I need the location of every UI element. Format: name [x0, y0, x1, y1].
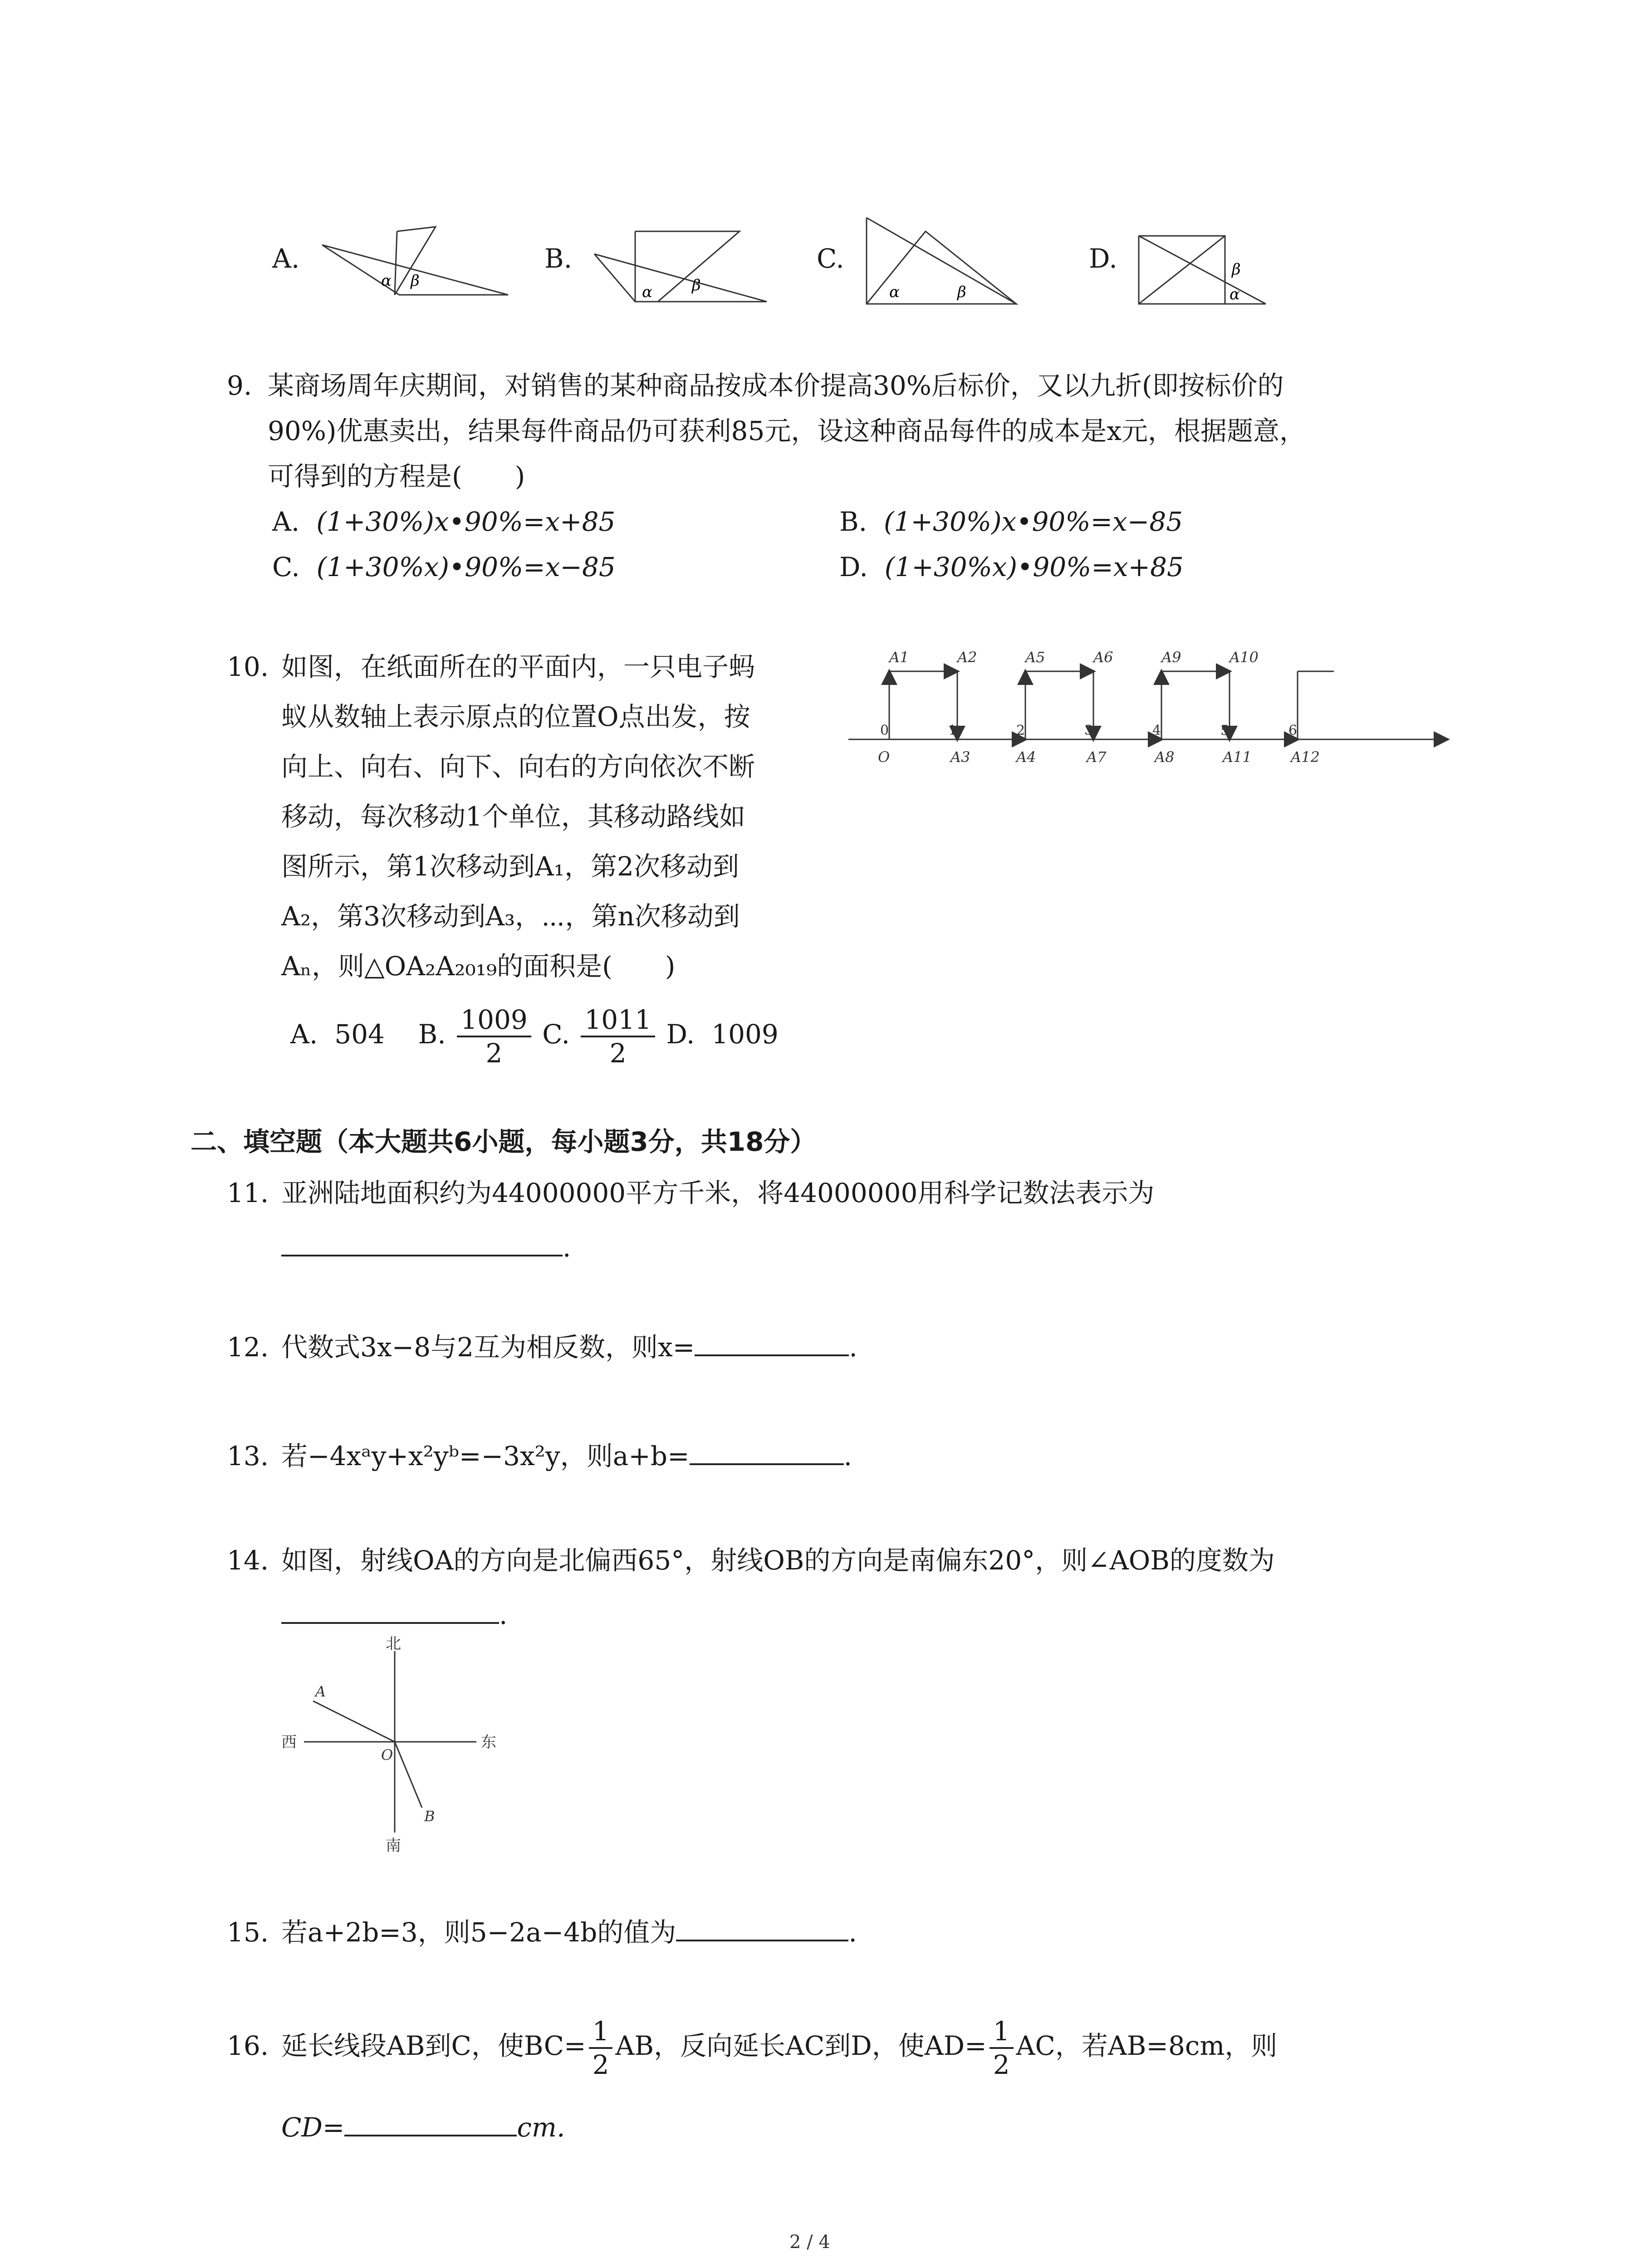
q11-text: 亚洲陆地面积约为44000000平方千米，将44000000用科学记数法表示为 — [281, 1178, 1155, 1208]
q16-number: 16. — [227, 2030, 269, 2061]
q10-options: A. 504 B. $\frac{1009}{2}$ C. $\frac{1011}{2}$ D. 1009 — [290, 1004, 779, 1069]
q15-answer-blank — [676, 1912, 848, 1941]
q10-tick-0: 0 — [880, 723, 889, 738]
q14-text: 如图，射线OA的方向是北偏西65°，射线OB的方向是南偏东20°，则∠AOB的度数为 — [281, 1545, 1275, 1576]
q14-south-label: 南 — [386, 1837, 401, 1855]
q10-tick-2: 2 — [1016, 723, 1025, 738]
q14-east-label: 东 — [481, 1733, 496, 1751]
q16-line-1: 延长线段AB到C，使BC= $\frac{1}{2}$ AB，反向延长AC到D，使AD= $\frac{1}{2}$ AC，若AB=8cm，则 — [281, 2015, 1278, 2080]
q11-answer-blank — [281, 1227, 563, 1256]
q13-number: 13. — [227, 1441, 269, 1471]
q10-line-4: 移动，每次移动1个单位，其移动路线如 — [281, 801, 745, 832]
q8-a-alpha: α — [381, 272, 392, 290]
q10-tick-5: 5 — [1220, 723, 1230, 738]
q13-line: 若−4xᵃy+x²yᵇ=−3x²y，则a+b= . — [281, 1433, 852, 1479]
q10-label-a1: A1 — [889, 649, 909, 666]
q8-option-c-label: C. — [817, 243, 844, 274]
q16-line-2: CD= cm. — [281, 2105, 565, 2150]
q8-b-alpha: α — [642, 283, 652, 301]
q14-answer: . — [281, 1592, 507, 1637]
q10-number-line-figure — [844, 640, 1461, 776]
q10-label-a6: A6 — [1093, 649, 1113, 666]
q9-number: 9. — [227, 370, 252, 401]
q14-ray-ob — [395, 1742, 422, 1808]
q10-label-origin: O — [878, 748, 890, 766]
q8-c-alpha: α — [889, 283, 900, 301]
q8-a-beta: β — [411, 272, 420, 290]
q9-option-a: A. (1+30%)x•90%=x+85 — [272, 506, 616, 537]
q9-option-d: D. (1+30%x)•90%=x+85 — [839, 552, 1184, 582]
q10-option-c-fraction: $\frac{1011}{2}$ — [581, 1004, 655, 1069]
q10-line-1: 如图，在纸面所在的平面内，一只电子蚂 — [281, 651, 755, 682]
q16-answer-blank — [344, 2107, 517, 2136]
q14-compass-figure — [272, 1633, 526, 1869]
q10-tick-3: 3 — [1084, 723, 1093, 738]
q10-tick-4: 4 — [1152, 723, 1161, 738]
q14-ray-oa — [313, 1701, 395, 1742]
q14-label-b: B — [424, 1808, 435, 1825]
q10-line-2: 蚁从数轴上表示原点的位置O点出发，按 — [281, 701, 750, 732]
q11-answer: . — [281, 1225, 571, 1270]
q9-line-2: 90%)优惠卖出，结果每件商品仍可获利85元，设这种商品每件的成本是x元，根据题意， — [268, 415, 1306, 446]
q16-fraction-2: $\frac{1}{2}$ — [989, 2015, 1014, 2081]
q14-answer-blank — [281, 1595, 499, 1624]
q8-figure-a — [318, 218, 526, 304]
q12-answer-blank — [695, 1327, 849, 1356]
q10-tick-1: 1 — [948, 723, 957, 738]
q8-option-d-label: D. — [1089, 243, 1117, 274]
q8-figure-b — [590, 218, 780, 308]
q8-figure-c — [862, 213, 1034, 308]
q10-line-3: 向上、向右、向下、向右的方向依次不断 — [281, 751, 755, 782]
q9-line-1: 某商场周年庆期间，对销售的某种商品按成本价提高30%后标价，又以九折(即按标价的 — [268, 370, 1284, 401]
q13-answer-blank — [690, 1436, 844, 1465]
q12-number: 12. — [227, 1332, 269, 1363]
q10-label-a12: A12 — [1291, 748, 1320, 766]
q10-label-a5: A5 — [1025, 649, 1045, 666]
q14-north-label: 北 — [386, 1635, 401, 1653]
q10-label-a3: A3 — [950, 748, 970, 766]
q14-number: 14. — [227, 1545, 269, 1576]
q10-label-a10: A10 — [1230, 649, 1259, 666]
q8-option-a-label: A. — [272, 243, 300, 274]
q10-line-6: A₂，第3次移动到A₃，⋯，第n次移动到 — [281, 901, 740, 932]
q9-line-3: 可得到的方程是( ) — [268, 461, 525, 492]
q14-label-a: A — [315, 1683, 326, 1700]
q10-line-7: Aₙ，则△OA₂A₂₀₁₉的面积是( ) — [281, 951, 676, 982]
q16-fraction-1: $\frac{1}{2}$ — [589, 2015, 613, 2081]
q10-tick-6: 6 — [1288, 723, 1298, 738]
q14-west-label: 西 — [281, 1733, 297, 1751]
q8-c-beta: β — [957, 283, 966, 301]
q10-option-b-fraction: $\frac{1009}{2}$ — [457, 1004, 531, 1069]
q8-d-alpha: α — [1230, 285, 1240, 303]
q14-label-o: O — [381, 1746, 393, 1764]
q9-option-b: B. (1+30%)x•90%=x−85 — [839, 506, 1183, 537]
q8-b-beta: β — [692, 276, 701, 294]
q9-option-c: C. (1+30%x)•90%=x−85 — [272, 552, 616, 582]
page-number: 2 / 4 — [789, 2232, 830, 2253]
q10-line-5: 图所示，第1次移动到A₁，第2次移动到 — [281, 851, 739, 882]
q10-label-a4: A4 — [1016, 748, 1036, 766]
q10-label-a8: A8 — [1155, 748, 1175, 766]
q10-label-a2: A2 — [957, 649, 977, 666]
q8-d-beta: β — [1232, 260, 1241, 279]
q15-number: 15. — [227, 1917, 269, 1948]
q15-line: 若a+2b=3，则5−2a−4b的值为 . — [281, 1910, 857, 1955]
q10-label-a9: A9 — [1161, 649, 1181, 666]
q10-label-a7: A7 — [1087, 748, 1107, 766]
q8-figure-d — [1134, 222, 1279, 308]
q10-number: 10. — [227, 651, 269, 682]
q12-line: 代数式3x−8与2互为相反数，则x= . — [281, 1325, 857, 1370]
section-2-title: 二、填空题（本大题共6小题，每小题3分，共18分） — [191, 1126, 817, 1157]
q8-option-b-label: B. — [544, 243, 573, 274]
q11-number: 11. — [227, 1178, 269, 1208]
q10-label-a11: A11 — [1223, 748, 1252, 766]
